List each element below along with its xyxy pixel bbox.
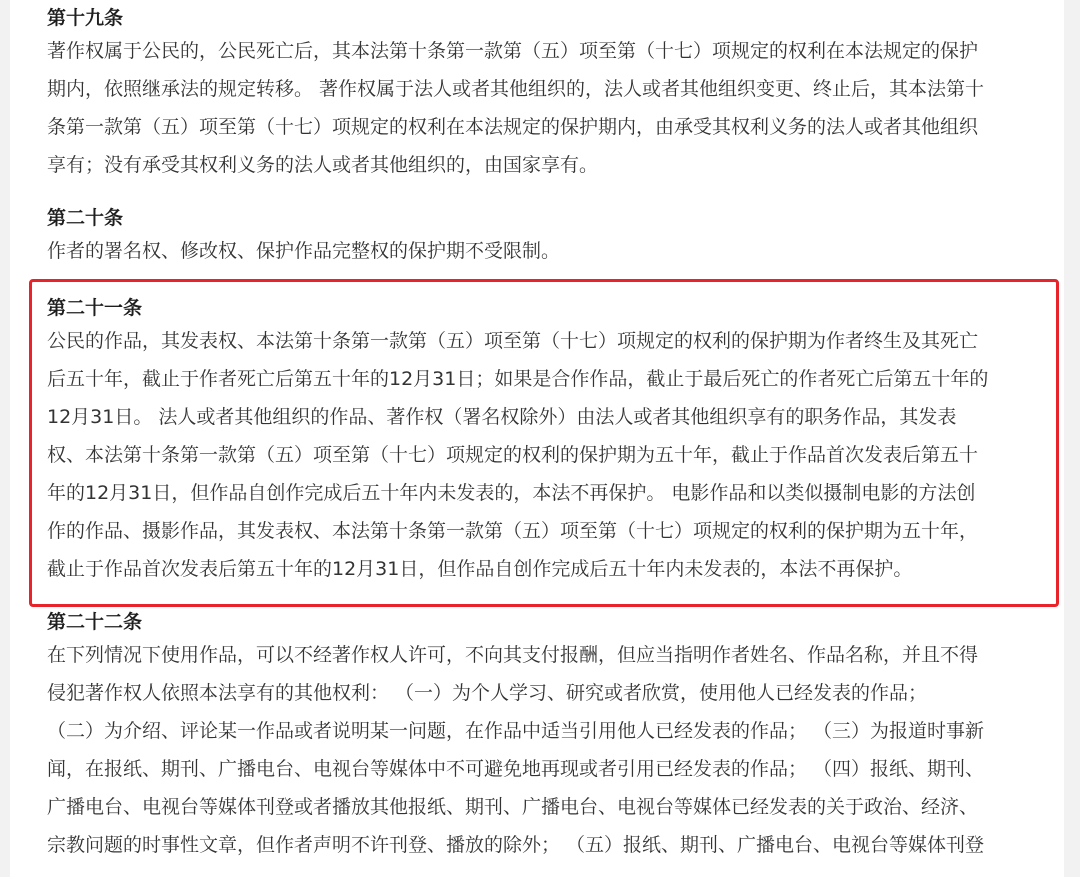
article-text-line: 在下列情况下使用作品，可以不经著作权人许可，不向其支付报酬，但应当指明作者姓名、作品名称，并且不得 — [47, 644, 979, 666]
article-text-line: 12月31日。 法人或者其他组织的作品、著作权（署名权除外）由法人或者其他组织享有的职务作品，其发表 — [47, 406, 957, 428]
article-text-line: 闻，在报纸、期刊、广播电台、电视台等媒体中不可避免地再现或者引用已经发表的作品； （四）报纸、期刊、 — [47, 758, 985, 780]
article-22 — [47, 608, 1047, 864]
article-text-line: 侵犯著作权人依照本法享有的其他权利： （一）为个人学习、研究或者欣赏，使用他人已经发表的作品； — [47, 682, 928, 704]
highlight-box — [29, 279, 1059, 607]
article-text-line: 作的作品、摄影作品，其发表权、本法第十条第一款第（五）项至第（十七）项规定的权利的保护期为五十年， — [47, 520, 979, 542]
article-heading: 第十九条 — [47, 7, 124, 29]
article-text-line: 著作权属于公民的，公民死亡后，其本法第十条第一款第（五）项至第（十七）项规定的权利在本法规定的保护 — [47, 40, 979, 62]
article-19 — [47, 4, 1047, 184]
article-text-line: 宗教问题的时事性文章，但作者声明不许刊登、播放的除外； （五）报纸、期刊、广播电台、电视台等媒体刊登 — [47, 834, 985, 856]
article-heading: 第二十一条 — [47, 297, 143, 319]
article-20 — [47, 204, 1047, 270]
article-text-line: 作者的署名权、修改权、保护作品完整权的保护期不受限制。 — [47, 240, 561, 262]
article-text-line: 公民的作品，其发表权、本法第十条第一款第（五）项至第（十七）项规定的权利的保护期为作者终生及其死亡 — [47, 330, 979, 352]
article-heading: 第二十二条 — [47, 611, 143, 633]
article-text-line: 后五十年，截止于作者死亡后第五十年的12月31日；如果是合作作品，截止于最后死亡的作者死亡后第五十年的 — [47, 368, 989, 390]
article-heading: 第二十条 — [47, 207, 124, 229]
article-text-line: 截止于作品首次发表后第五十年的12月31日，但作品自创作完成后五十年内未发表的，本法不再保护。 — [47, 558, 913, 580]
article-text-line: 条第一款第（五）项至第（十七）项规定的权利在本法规定的保护期内，由承受其权利义务的法人或者其他组织 — [47, 116, 979, 138]
article-text-line: 期内，依照继承法的规定转移。 著作权属于法人或者其他组织的，法人或者其他组织变更、终止后，其本法第十 — [47, 78, 985, 100]
article-text-line: 年的12月31日，但作品自创作完成后五十年内未发表的，本法不再保护。 电影作品和以类似摄制电影的方法创 — [47, 482, 976, 504]
article-text-line: （二）为介绍、评论某一作品或者说明某一问题，在作品中适当引用他人已经发表的作品； （三）为报道时事新 — [47, 720, 985, 742]
article-text-line: 享有；没有承受其权利义务的法人或者其他组织的，由国家享有。 — [47, 154, 599, 176]
article-text-line: 权、本法第十条第一款第（五）项至第（十七）项规定的权利的保护期为五十年，截止于作品首次发表后第五十 — [47, 444, 979, 466]
article-text-line: 广播电台、电视台等媒体刊登或者播放其他报纸、期刊、广播电台、电视台等媒体已经发表的关于政治、经济、 — [47, 796, 979, 818]
